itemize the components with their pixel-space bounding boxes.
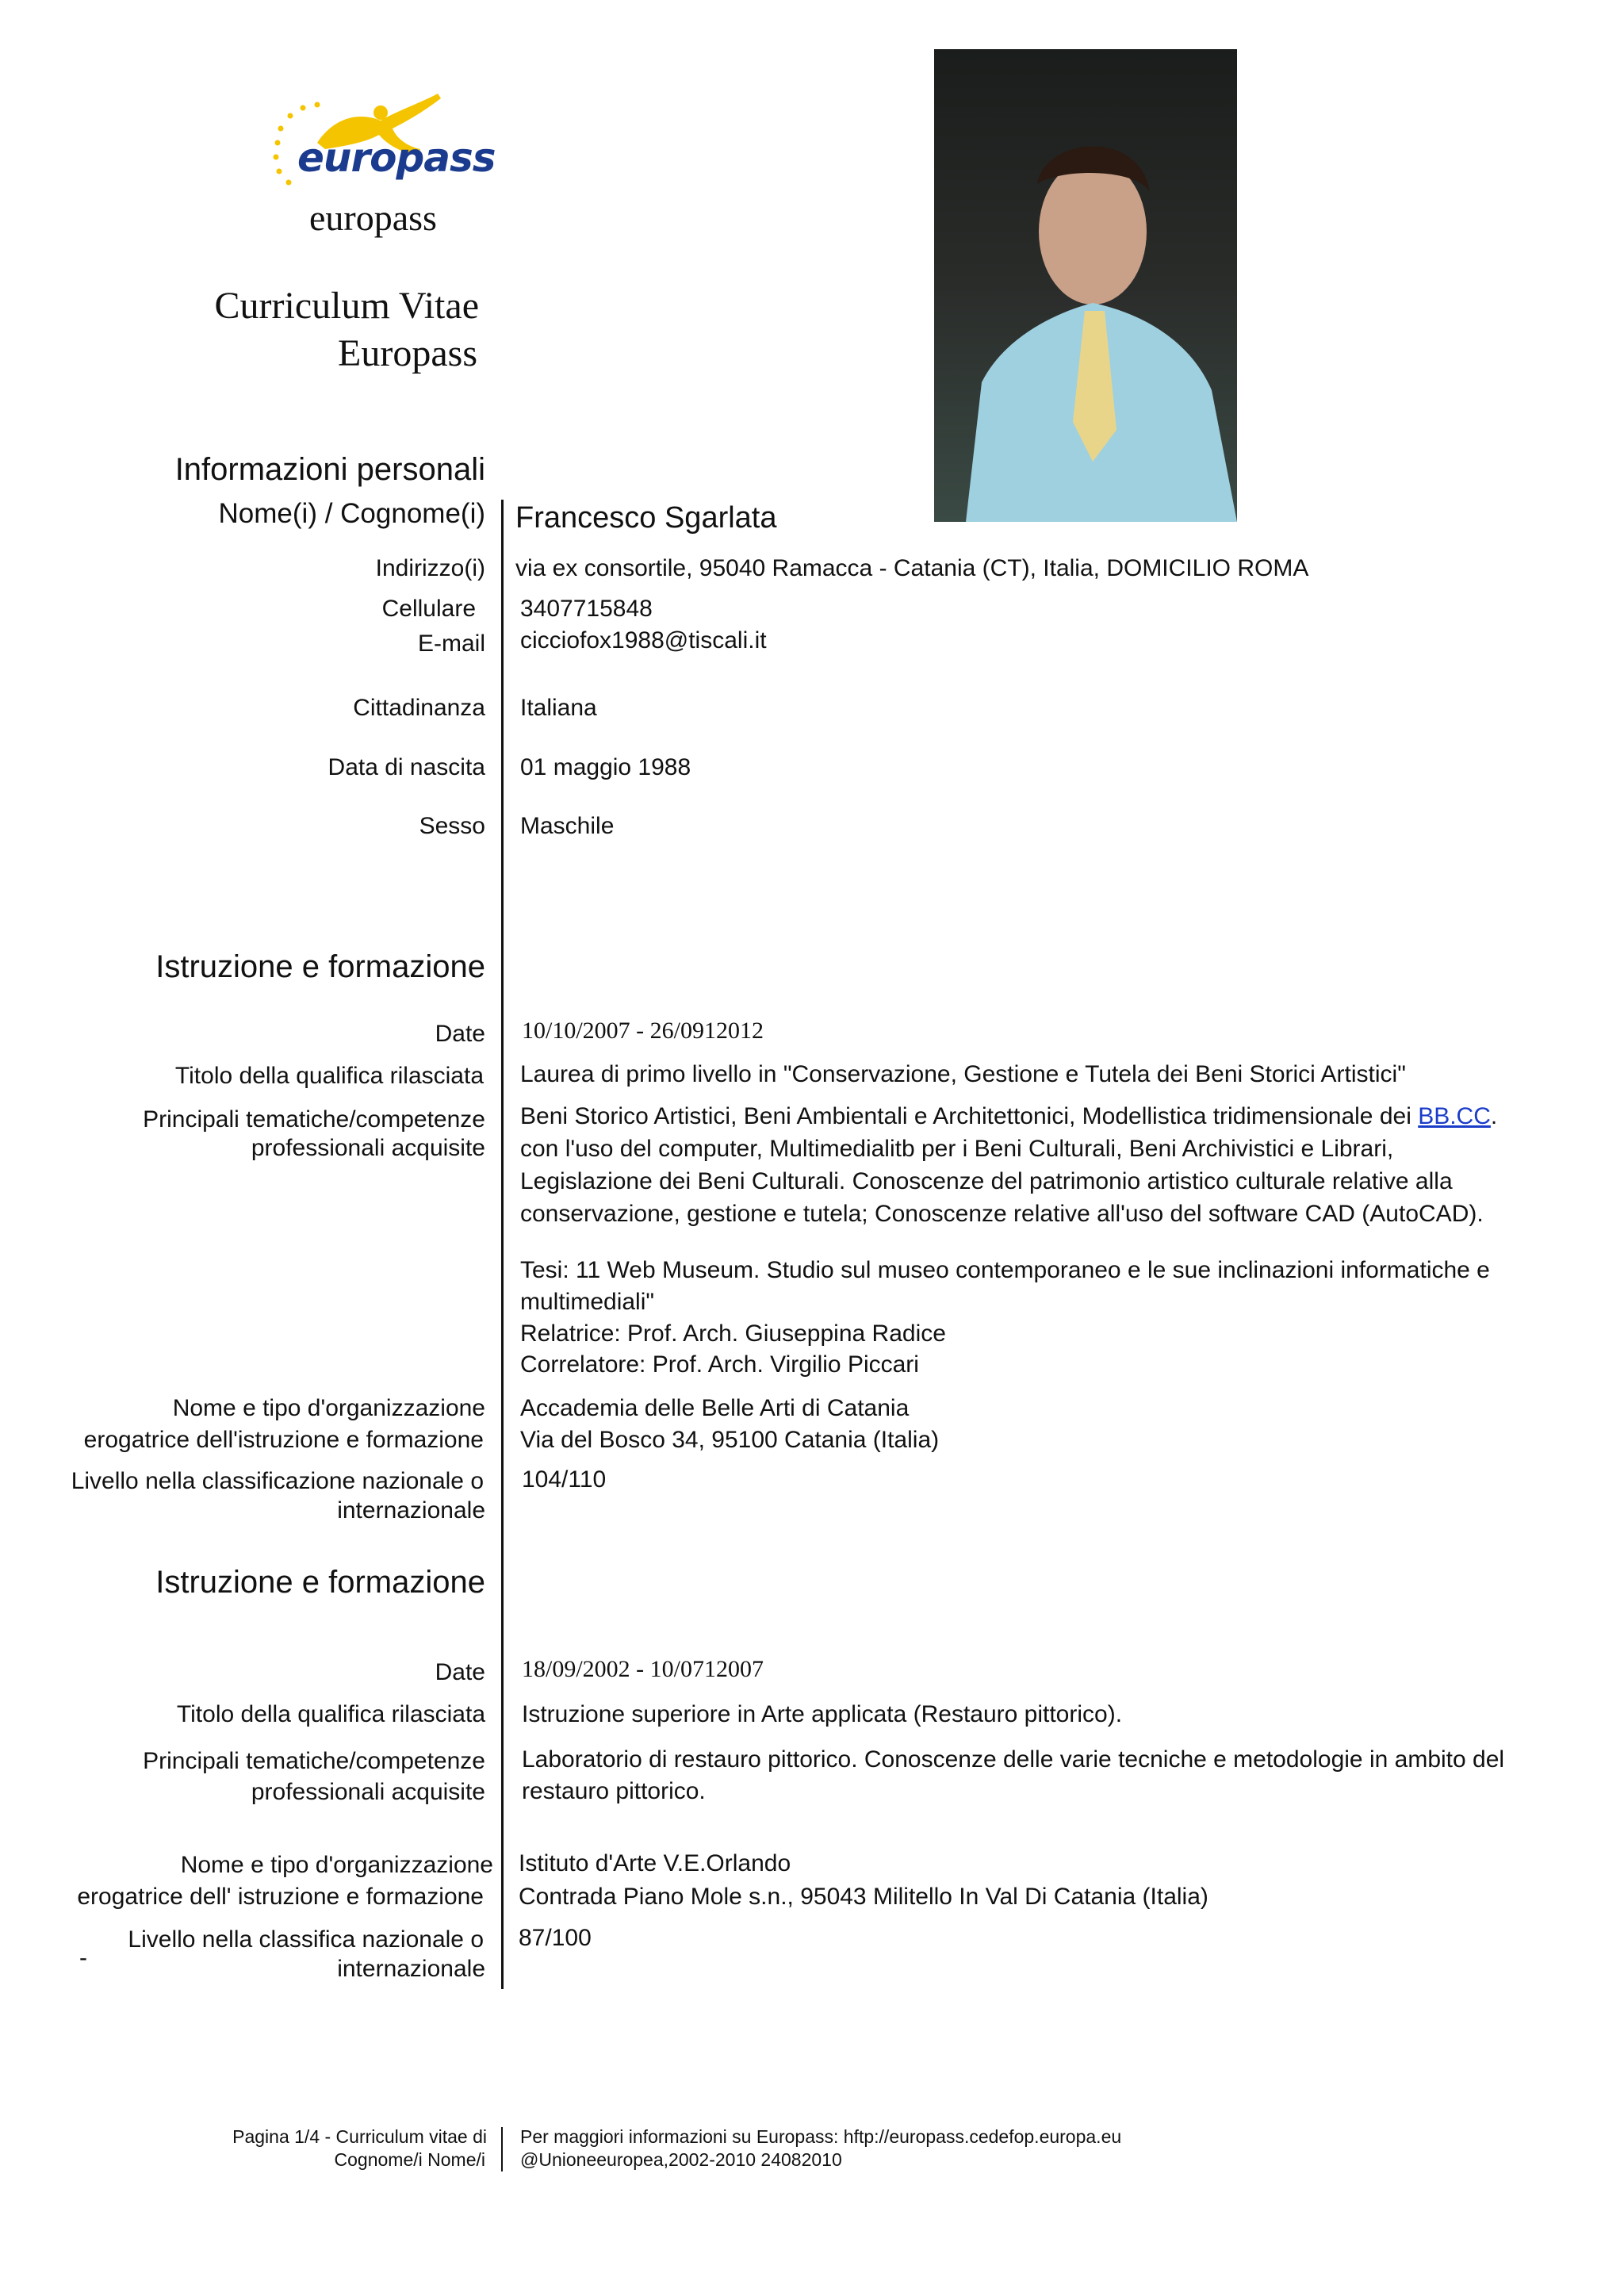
edu1-level-value: 104/110	[522, 1466, 607, 1493]
footer-right-2: @Unioneeuropea,2002-2010 24082010	[520, 2149, 842, 2170]
mobile-label: Cellulare	[381, 596, 476, 622]
edu1-org-name: Accademia delle Belle Arti di Catania	[520, 1395, 910, 1421]
mobile-value: 3407715848	[520, 596, 653, 622]
birth-label: Data di nascita	[327, 754, 485, 780]
email-value: cicciofox1988@tiscali.it	[520, 627, 767, 654]
edu2-date-value: 18/09/2002 - 10/0712007	[522, 1656, 764, 1682]
edu1-level-label-2: internazionale	[337, 1497, 485, 1524]
section-title-education-2: Istruzione e formazione	[155, 1565, 485, 1600]
edu1-thesis: Tesi: 11 Web Museum. Studio sul museo contemporaneo e le sue inclinazioni informatiche e multimediali"	[520, 1257, 1490, 1315]
edu2-level-label-1: Livello nella classifica nazionale o	[128, 1926, 484, 1953]
edu1-org-label-1: Nome e tipo d'organizzazione	[172, 1395, 485, 1421]
edu1-skills-text-pre: Beni Storico Artistici, Beni Ambientali e Architettonici, Modellistica tridimensionale dei	[520, 1103, 1419, 1129]
edu1-supervisor: Relatrice: Prof. Arch. Giuseppina Radice	[520, 1320, 946, 1347]
cv-title-line1: Curriculum Vitae	[214, 285, 479, 327]
edu1-date-value: 10/10/2007 - 26/0912012	[522, 1018, 764, 1044]
edu1-skills-label-2: professionali acquisite	[251, 1135, 485, 1161]
section-title-personal: Informazioni personali	[174, 452, 485, 487]
cv-title-line2: Europass	[338, 332, 477, 374]
edu2-level-value: 87/100	[519, 1925, 592, 1951]
footer-divider	[501, 2127, 503, 2171]
margin-dash: -	[79, 1945, 87, 1971]
edu2-date-label: Date	[435, 1659, 485, 1685]
logo-caption: europass	[309, 197, 437, 238]
person-silhouette-icon	[934, 49, 1237, 522]
edu1-org-address: Via del Bosco 34, 95100 Catania (Italia)	[520, 1427, 940, 1453]
edu1-skills-text-post: . con l'uso del computer, Multimedialitb per i Beni Culturali, Beni Archivistici e Librari, Legislazione dei Beni Culturali. Conoscenze del patrimonio artistico culturale relative alla conservazione, gestione e tutela; Conoscenze relative all'uso del software CAD (AutoCAD).	[520, 1103, 1498, 1227]
edu1-date-label: Date	[435, 1021, 485, 1047]
citizenship-value: Italiana	[520, 695, 597, 721]
edu2-level-label-2: internazionale	[337, 1956, 485, 1982]
address-value: via ex consortile, 95040 Ramacca - Catania (CT), Italia, DOMICILIO ROMA	[515, 555, 1309, 581]
sex-label: Sesso	[419, 813, 485, 839]
section-title-education-1: Istruzione e formazione	[155, 949, 485, 984]
address-label: Indirizzo(i)	[375, 555, 485, 581]
edu2-skills-label-1: Principali tematiche/competenze	[143, 1748, 485, 1774]
bbcc-link[interactable]: BB.CC	[1418, 1103, 1491, 1129]
edu2-org-name: Istituto d'Arte V.E.Orlando	[519, 1850, 791, 1876]
citizenship-label: Cittadinanza	[353, 695, 485, 721]
full-name: Francesco Sgarlata	[515, 501, 777, 535]
email-label: E-mail	[417, 631, 485, 657]
edu1-qualification-label: Titolo della qualifica rilasciata	[174, 1063, 484, 1089]
logo-wordmark: europass	[297, 135, 496, 181]
edu2-org-address: Contrada Piano Mole s.n., 95043 Militello In Val Di Catania (Italia)	[519, 1884, 1208, 1910]
birth-value: 01 maggio 1988	[520, 754, 691, 780]
europass-logo	[262, 63, 496, 198]
edu2-skills-label-2: professionali acquisite	[251, 1779, 485, 1805]
footer-right-1: Per maggiori informazioni su Europass: hftp://europass.cedefop.europa.eu	[520, 2126, 1122, 2147]
edu2-org-label-1: Nome e tipo d'organizzazione	[180, 1852, 493, 1878]
edu1-level-label-1: Livello nella classificazione nazionale o	[71, 1468, 484, 1494]
edu1-qualification-value: Laurea di primo livello in "Conservazione, Gestione e Tutela dei Beni Storici Artistici"	[520, 1061, 1406, 1087]
footer-left-1: Pagina 1/4 - Curriculum vitae di	[232, 2126, 487, 2147]
edu2-qualification-label: Titolo della qualifica rilasciata	[176, 1701, 485, 1727]
column-divider	[501, 500, 504, 1989]
edu1-skills-label-1: Principali tematiche/competenze	[143, 1106, 485, 1133]
name-label: Nome(i) / Cognome(i)	[218, 498, 485, 529]
edu1-cosupervisor: Correlatore: Prof. Arch. Virgilio Piccari	[520, 1351, 919, 1378]
edu2-skills-value: Laboratorio di restauro pittorico. Conoscenze delle varie tecniche e metodologie in ambito del restauro pittorico.	[522, 1746, 1505, 1804]
footer-left-2: Cognome/i Nome/i	[334, 2149, 485, 2170]
profile-photo	[934, 49, 1237, 522]
edu2-qualification-value: Istruzione superiore in Arte applicata (Restauro pittorico).	[522, 1701, 1123, 1727]
edu2-org-label-2: erogatrice dell' istruzione e formazione	[77, 1884, 484, 1910]
edu1-org-label-2: erogatrice dell'istruzione e formazione	[83, 1427, 484, 1453]
edu1-skills-value	[520, 1100, 1527, 1230]
sex-value: Maschile	[520, 813, 615, 839]
